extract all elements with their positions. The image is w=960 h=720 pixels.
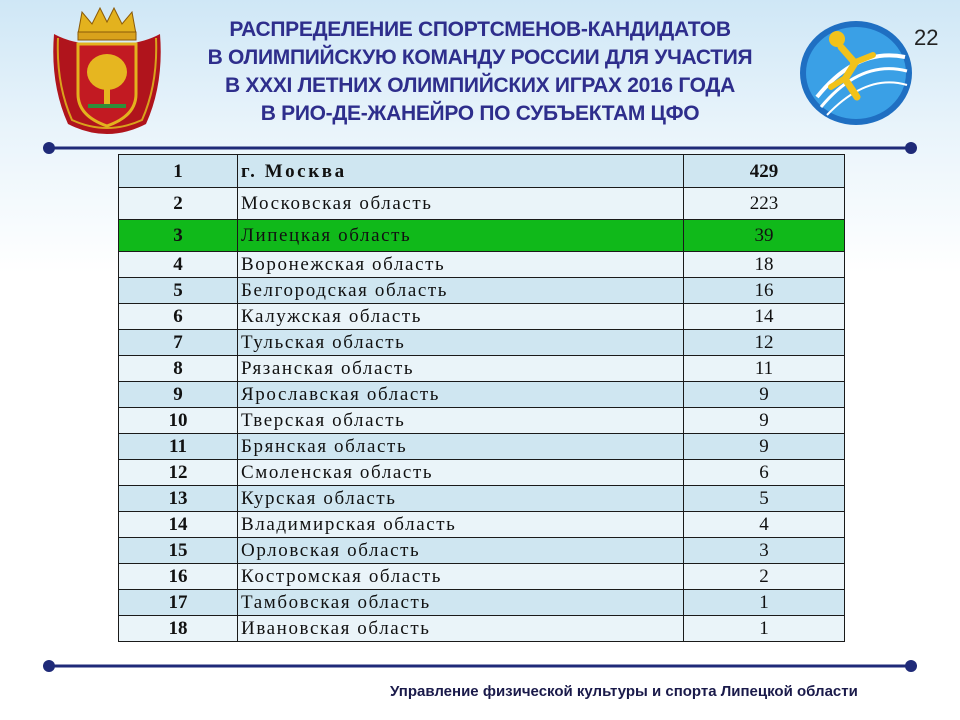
table-row [119, 330, 845, 356]
table-row [119, 486, 845, 512]
region-cell: Рязанская область [238, 356, 684, 382]
count-cell: 5 [684, 486, 845, 512]
count-cell: 4 [684, 512, 845, 538]
rank-cell: 17 [119, 590, 238, 616]
table-row [119, 512, 845, 538]
count-cell: 9 [684, 382, 845, 408]
table-row [119, 278, 845, 304]
count-cell: 14 [684, 304, 845, 330]
table-row [119, 616, 845, 642]
page-number: 22 [914, 25, 939, 50]
rank-cell: 16 [119, 564, 238, 590]
region-cell: Брянская область [238, 434, 684, 460]
rank-cell: 12 [119, 460, 238, 486]
region-cell: Орловская область [238, 538, 684, 564]
rank-cell: 13 [119, 486, 238, 512]
rank-cell: 14 [119, 512, 238, 538]
region-cell: Воронежская область [238, 252, 684, 278]
rank-cell: 5 [119, 278, 238, 304]
table-row [119, 564, 845, 590]
region-cell: Ярославская область [238, 382, 684, 408]
divider [42, 141, 918, 155]
title-line: В XXXI ЛЕТНИХ ОЛИМПИЙСКИХ ИГРАХ 2016 ГОДА [225, 74, 735, 97]
coat-of-arms-icon [48, 4, 166, 138]
table-row [119, 252, 845, 278]
count-cell: 16 [684, 278, 845, 304]
count-cell: 9 [684, 408, 845, 434]
region-cell: Белгородская область [238, 278, 684, 304]
region-cell: Тамбовская область [238, 590, 684, 616]
table-row [119, 188, 845, 220]
region-cell: Владимирская область [238, 512, 684, 538]
table-row [119, 434, 845, 460]
rank-cell: 10 [119, 408, 238, 434]
rank-cell: 4 [119, 252, 238, 278]
count-cell: 2 [684, 564, 845, 590]
region-cell: Московская область [238, 188, 684, 220]
divider [42, 659, 918, 673]
count-cell: 39 [684, 220, 845, 252]
count-cell: 3 [684, 538, 845, 564]
count-cell: 18 [684, 252, 845, 278]
region-cell: Смоленская область [238, 460, 684, 486]
count-cell: 9 [684, 434, 845, 460]
table-row [119, 590, 845, 616]
table-row [119, 356, 845, 382]
table-row [119, 155, 845, 188]
rank-cell: 15 [119, 538, 238, 564]
region-cell: г. Москва [238, 155, 684, 188]
count-cell: 1 [684, 616, 845, 642]
rank-cell: 2 [119, 188, 238, 220]
rank-cell: 18 [119, 616, 238, 642]
title-line: В ОЛИМПИЙСКУЮ КОМАНДУ РОССИИ ДЛЯ УЧАСТИЯ [207, 46, 753, 69]
rank-cell: 6 [119, 304, 238, 330]
count-cell: 11 [684, 356, 845, 382]
title-line: В РИО-ДЕ-ЖАНЕЙРО ПО СУБЪЕКТАМ ЦФО [260, 102, 700, 125]
page-title [170, 16, 790, 128]
title-line: РАСПРЕДЕЛЕНИЕ СПОРТСМЕНОВ-КАНДИДАТОВ [229, 18, 731, 41]
count-cell: 1 [684, 590, 845, 616]
region-cell: Липецкая область [238, 220, 684, 252]
rank-cell: 8 [119, 356, 238, 382]
region-cell: Ивановская область [238, 616, 684, 642]
regions-table [118, 154, 845, 642]
region-cell: Калужская область [238, 304, 684, 330]
count-cell: 223 [684, 188, 845, 220]
table-row [119, 408, 845, 434]
rank-cell: 7 [119, 330, 238, 356]
table-row [119, 304, 845, 330]
region-cell: Курская область [238, 486, 684, 512]
rank-cell: 9 [119, 382, 238, 408]
count-cell: 6 [684, 460, 845, 486]
sport-logo-icon [797, 17, 915, 129]
region-cell: Тульская область [238, 330, 684, 356]
rank-cell: 3 [119, 220, 238, 252]
table-row [119, 460, 845, 486]
table-row [119, 538, 845, 564]
rank-cell: 1 [119, 155, 238, 188]
table-row-highlighted [119, 220, 845, 252]
rank-cell: 11 [119, 434, 238, 460]
footer-text: Управление физической культуры и спорта Липецкой области [390, 683, 858, 700]
count-cell: 429 [684, 155, 845, 188]
region-cell: Костромская область [238, 564, 684, 590]
count-cell: 12 [684, 330, 845, 356]
table-row [119, 382, 845, 408]
region-cell: Тверская область [238, 408, 684, 434]
